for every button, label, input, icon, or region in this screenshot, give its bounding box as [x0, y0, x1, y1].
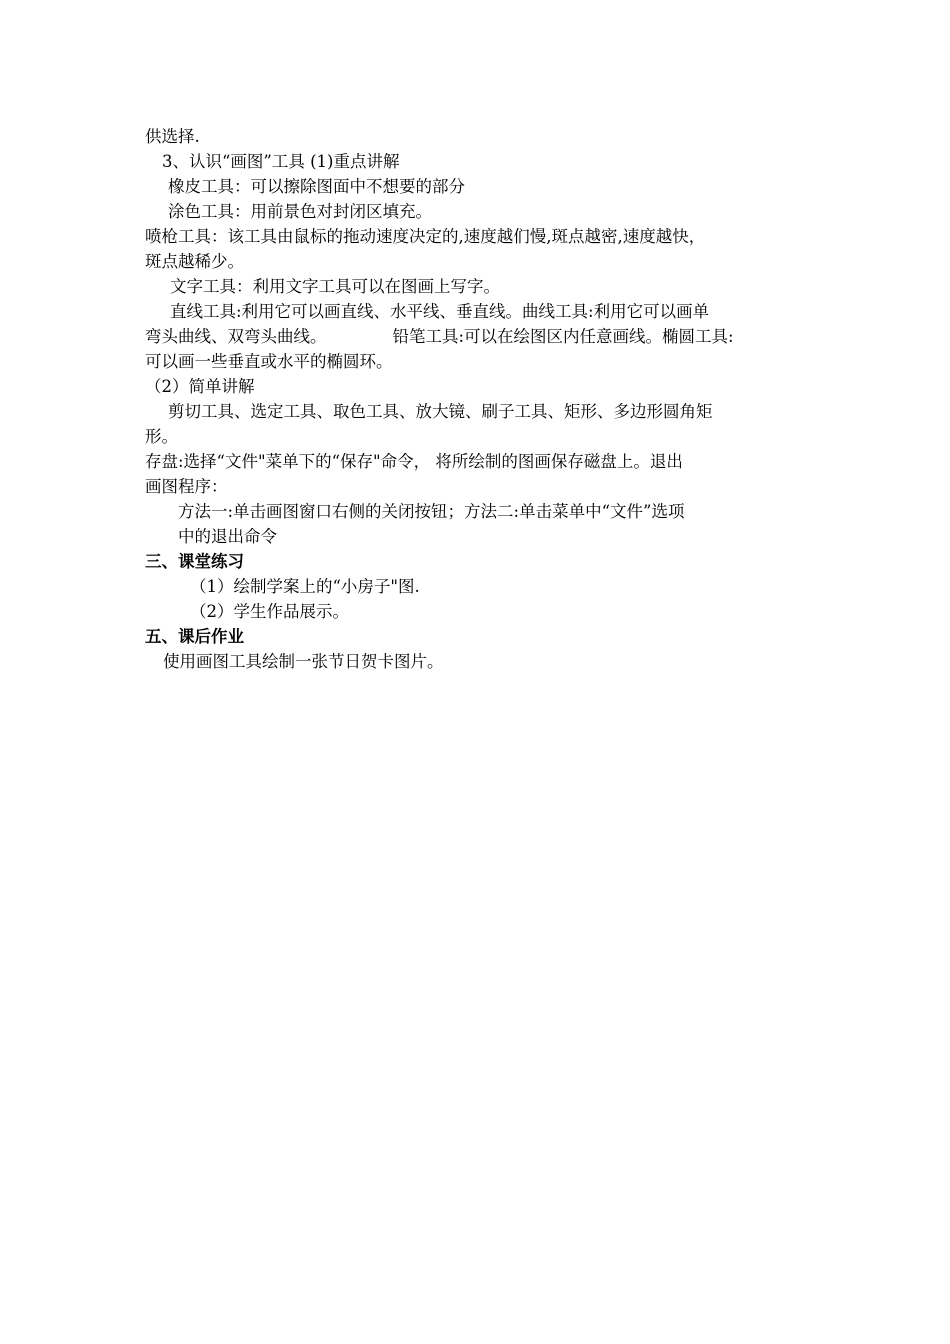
subheading: （2）简单讲解 [145, 377, 255, 396]
text-line: （2）学生作品展示。 [190, 602, 349, 621]
text-line: 画图程序： [145, 477, 228, 496]
text-line: 中的退出命令 [178, 527, 277, 546]
text-line: 供选择. [145, 127, 200, 146]
text-line: 橡皮工具：可以擦除图面中不想要的部分 [168, 177, 465, 196]
text-line: 可以画一些垂直或水平的椭圆环。 [145, 352, 393, 371]
text-line: 形。 [145, 427, 178, 446]
text-line: （1）绘制学案上的“小房子"图. [190, 577, 420, 596]
text-line: 涂色工具：用前景色对封闭区填充。 [168, 202, 432, 221]
text-segment: 弯头曲线、双弯头曲线。 [145, 327, 327, 346]
text-line [145, 324, 734, 349]
text-line: 文字工具：利用文字工具可以在图画上写字。 [170, 277, 500, 296]
text-segment: 铅笔工具:可以在绘图区内任意画线。椭圆工具: [392, 327, 734, 346]
text-line: 剪切工具、选定工具、取色工具、放大镜、刷子工具、矩形、多边形圆角矩 [168, 402, 713, 421]
text-line: 直线工具:利用它可以画直线、水平线、垂直线。曲线工具:利用它可以画单 [170, 302, 710, 321]
text-line: 3、认识“画图”工具 (1)重点讲解 [162, 152, 400, 171]
text-line: 斑点越稀少。 [145, 252, 244, 271]
text-line: 方法一:单击画图窗口右侧的关闭按钮；方法二:单击菜单中“文件”选项 [178, 502, 685, 521]
section-heading: 五、课后作业 [145, 627, 244, 646]
section-heading: 三、课堂练习 [145, 552, 244, 571]
text-line: 喷枪工具：该工具由鼠标的拖动速度决定的,速度越们慢,斑点越密,速度越快， [145, 227, 706, 246]
text-line: 存盘:选择“文件"菜单下的“保存"命令， 将所绘制的图画保存磁盘上。退出 [145, 452, 683, 471]
text-line: 使用画图工具绘制一张节日贺卡图片。 [163, 652, 444, 671]
